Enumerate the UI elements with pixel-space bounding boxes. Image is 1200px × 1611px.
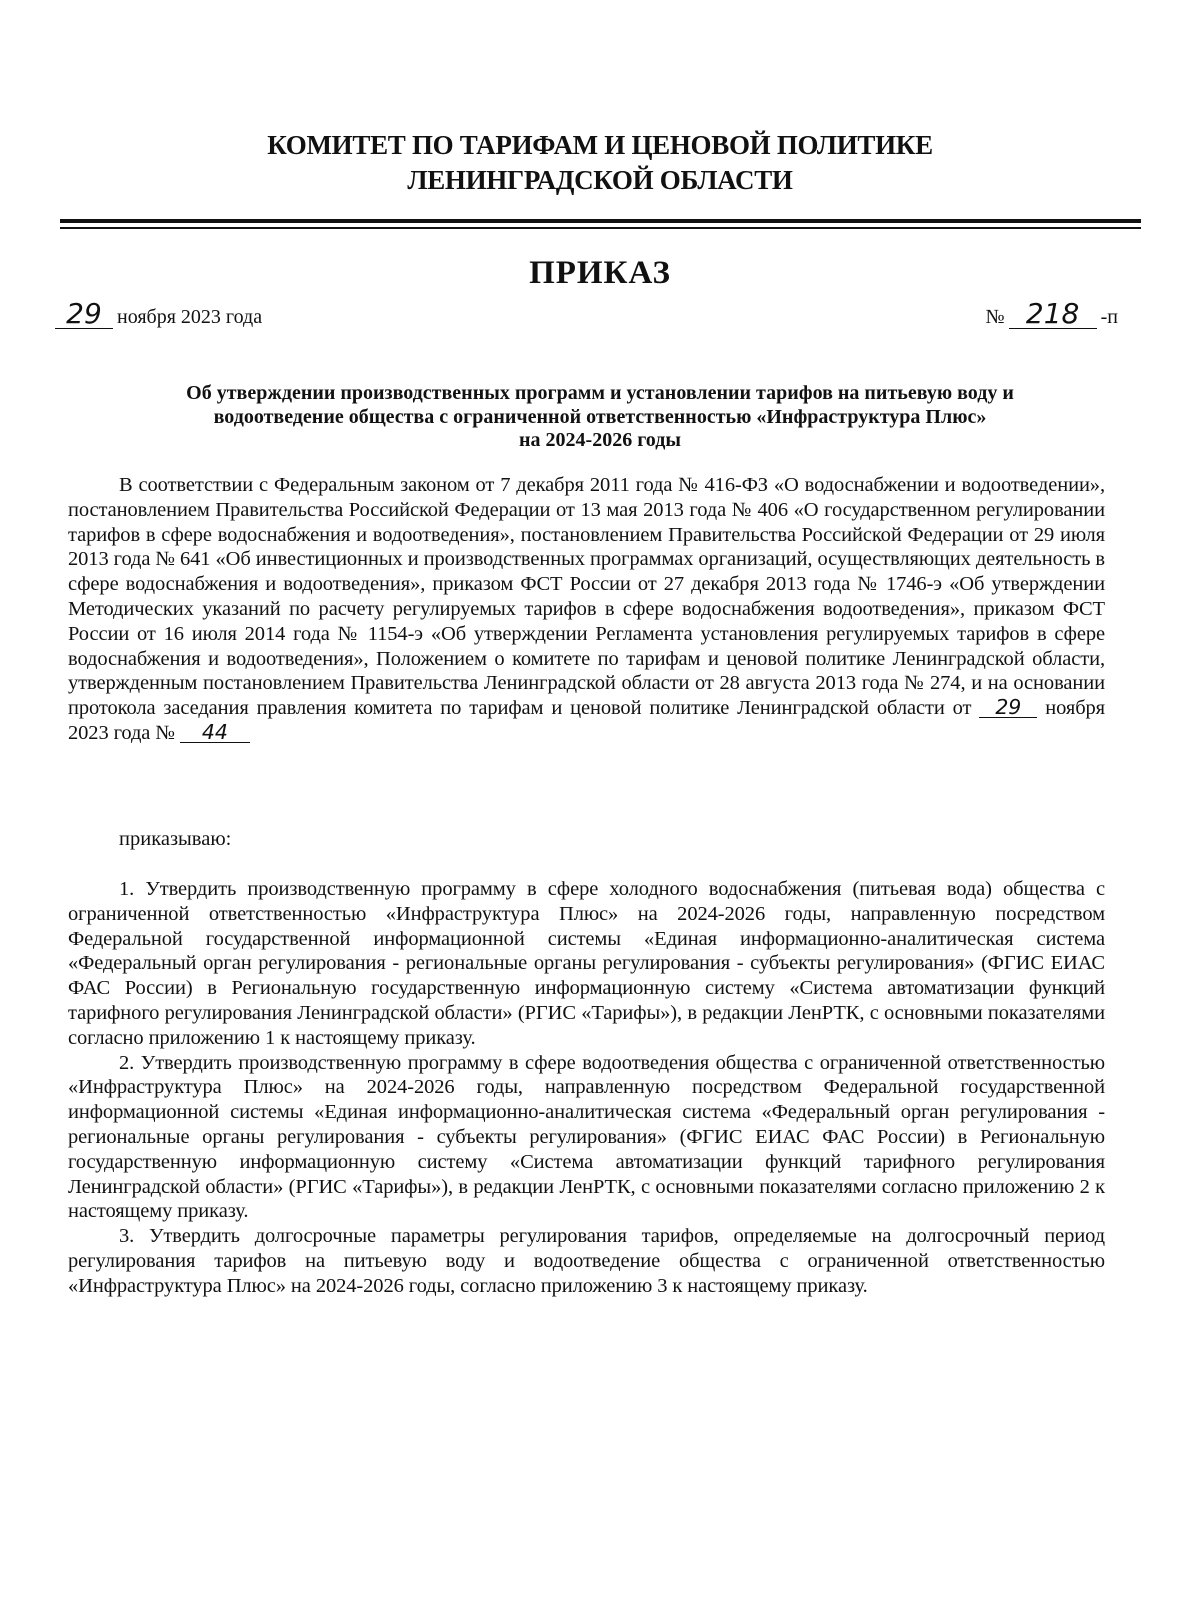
number-prefix: № (985, 306, 1005, 328)
order-word: приказываю: (119, 828, 232, 850)
subject-line-3: на 2024-2026 годы (519, 429, 681, 451)
document-type-title: ПРИКАЗ (529, 255, 671, 291)
subject-line-2: водоотведение общества с ограниченной ответственностью «Инфраструктура Плюс» (213, 405, 987, 428)
document-number (985, 297, 1118, 330)
handwritten-document-number: 218 (1009, 300, 1097, 329)
date-month-year: ноября 2023 года (117, 306, 263, 328)
handwritten-protocol-number: 44 (180, 722, 250, 743)
order-item-2: 2. Утвердить производственную программу в сфере водоотведения общества с ограниченной ответственностью «Инфраструктура Плюс» на 2024-2026 годы, направленную посредством Федеральной государственной информационной системы «Единая информационно-аналитическая система «Федеральный орган регулирования - региональные органы регулирования - субъекты регулирования» (ФГИС ЕИАС ФАС России) в Региональную государственную информационную систему «Система автоматизации функций тарифного регулирования Ленинградской области» (РГИС «Тарифы»), в редакции ЛенРТК, с основными показателями согласно приложению 2 к настоящему приказу. (68, 1051, 1105, 1223)
number-suffix: -п (1100, 306, 1118, 328)
subject-line-1: Об утверждении производственных программ и установлении тарифов на питьевую воду и (186, 382, 1014, 404)
document-subject (80, 382, 1120, 453)
header-rule-thick (60, 219, 1141, 223)
organization-line-1: КОМИТЕТ ПО ТАРИФАМ И ЦЕНОВОЙ ПОЛИТИКЕ (267, 130, 933, 160)
order-item-1: 1. Утвердить производственную программу в сфере холодного водоснабжения (питьевая вода) общества с ограниченной ответственностью «Инфраструктура Плюс» на 2024-2026 годы, направленную посредством Федеральной государственной информационной системы «Единая информационно-аналитическая система «Федеральный орган регулирования - региональные органы регулирования - субъекты регулирования» (ФГИС ЕИАС ФАС России) в Региональную государственную информационную систему «Система автоматизации функций тарифного регулирования Ленинградской области» (РГИС «Тарифы»), в редакции ЛенРТК, с основными показателями согласно приложению 1 к настоящему приказу. (68, 878, 1105, 1049)
organization-name (0, 128, 1200, 198)
protocol-month-year: ноября 2023 года № (68, 697, 1106, 744)
preamble-text: В соответствии с Федеральным законом от 7 декабря 2011 года № 416-ФЗ «О водоснабжении и водоотведении», постановлением Правительства Российской Федерации от 13 мая 2013 года № 406 «О государственном регулировании тарифов в сфере водоснабжения и водоотведения», постановлением Правительства Российской Федерации от 29 июля 2013 года № 641 «Об инвестиционных и производственных программах организаций, осуществляющих деятельность в сфере водоснабжения и водоотведения», приказом ФСТ России от 27 декабря 2013 года № 1746-э «Об утверждении Методических указаний по расчету регулируемых тарифов в сфере водоснабжения водоотведения», приказом ФСТ России от 16 июля 2014 года № 1154-э «Об утверждении Регламента установления регулируемых тарифов в сфере водоснабжения и водоотведения», Положением о комитете по тарифам и ценовой политике Ленинградской области, утвержденным постановлением Правительства Ленинградской области от 28 августа 2013 года № 274, и на основании протокола заседания правления комитета по тарифам и ценовой политике Ленинградской области от (68, 474, 1105, 720)
order-items (68, 877, 1105, 1299)
order-item-3: 3. Утвердить долгосрочные параметры регулирования тарифов, определяемые на долгосрочный период регулирования тарифов на питьевую воду и водоотведение общества с ограниченной ответственностью «Инфраструктура Плюс» на 2024-2026 годы, согласно приложению 3 к настоящему приказу. (68, 1225, 1105, 1297)
header-rule-thin (60, 227, 1141, 229)
organization-line-2: ЛЕНИНГРАДСКОЙ ОБЛАСТИ (407, 165, 793, 195)
handwritten-date-day: 29 (55, 300, 113, 329)
preamble-paragraph (68, 473, 1105, 746)
handwritten-protocol-day: 29 (979, 697, 1037, 718)
document-date (55, 297, 263, 330)
